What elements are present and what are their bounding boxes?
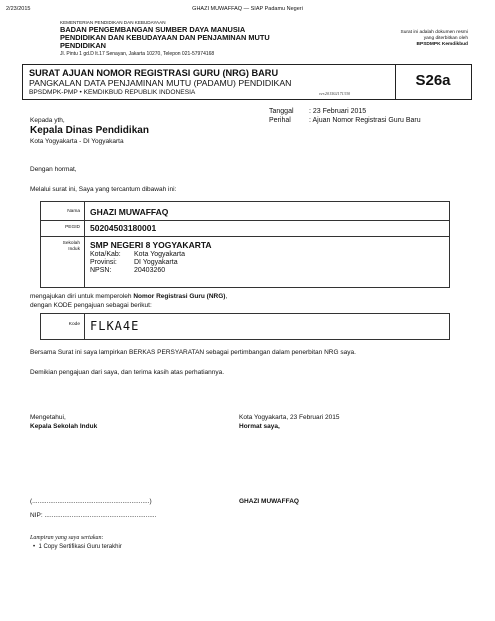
bullet-icon: • bbox=[33, 544, 39, 550]
sign-right-heading: Hormat saya, bbox=[239, 423, 280, 430]
attachment-item bbox=[33, 544, 122, 550]
document-subtitle: PANGKALAN DATA PENJAMINAN MUTU (PADAMU) PENDIDIKAN bbox=[29, 78, 292, 88]
identity-column-divider bbox=[84, 201, 85, 288]
document-title: SURAT AJUAN NOMOR REGISTRASI GURU (NRG) BARU bbox=[29, 68, 279, 78]
subject-value: : Ajuan Nomor Registrasi Guru Baru bbox=[309, 117, 421, 124]
attachments-heading: Lampiran yang saya sertakan: bbox=[30, 535, 104, 541]
sign-right-name: GHAZI MUWAFFAQ bbox=[239, 498, 299, 505]
note-line-1: Surat ini adalah dokumen resmi bbox=[400, 30, 468, 35]
agency-line-1: BADAN PENGEMBANGAN SUMBER DAYA MANUSIA bbox=[60, 25, 246, 34]
pegid-label: PEGID bbox=[65, 225, 80, 230]
kode-column-divider bbox=[84, 313, 85, 340]
document-title-box bbox=[22, 64, 472, 100]
closing-text: Demikian pengajuan dari saya, dan terima kasih atas perhatiannya. bbox=[30, 369, 225, 376]
school-label bbox=[40, 241, 80, 252]
pegid-value: 50204503180001 bbox=[90, 223, 157, 233]
official-document-note bbox=[350, 30, 468, 48]
sign-left-role: Kepala Sekolah Induk bbox=[30, 423, 98, 430]
identity-row-divider bbox=[40, 236, 450, 237]
identity-row-divider bbox=[40, 220, 450, 221]
kode-intro: dengan KODE pengajuan sebagai berikut: bbox=[30, 302, 152, 309]
name-label: Nama bbox=[67, 209, 80, 214]
date-value: : 23 Februari 2015 bbox=[309, 108, 367, 115]
purpose-bold: Nomor Registrasi Guru (NRG) bbox=[133, 293, 226, 300]
date-row bbox=[269, 108, 366, 115]
attachments-note: Bersama Surat ini saya lampirkan BERKAS PERSYARATAN sebagai pertimbangan dalam penerbitan NRG saya. bbox=[30, 349, 356, 356]
print-title: GHAZI MUWAFFAQ — SIAP Padamu Negeri bbox=[192, 6, 303, 12]
sign-left-heading: Mengetahui, bbox=[30, 414, 66, 421]
purpose-text bbox=[30, 293, 227, 300]
npsn-row bbox=[90, 267, 185, 275]
recipient-location: Kota Yogyakarta - DI Yogyakarta bbox=[30, 138, 124, 145]
recipient-to: Kepada yth, bbox=[30, 117, 65, 124]
agency-line-3: PENDIDIKAN bbox=[60, 41, 106, 50]
sign-left-name-placeholder: (.................................................................) bbox=[30, 498, 152, 505]
kota-row bbox=[90, 251, 185, 259]
subject-label: Perihal bbox=[269, 117, 291, 124]
school-label-line-2: Induk bbox=[68, 246, 80, 252]
npsn-label: NPSN: bbox=[90, 267, 112, 274]
date-label: Tanggal bbox=[269, 108, 294, 115]
agency-name bbox=[60, 26, 270, 50]
document-version: ver.201502171330 bbox=[319, 91, 351, 96]
form-code: S26a bbox=[415, 72, 451, 89]
agency-address: Jl. Pintu 1 gd.D lt.17 Senayan, Jakarta 10270, Telepon 021-57974168 bbox=[60, 51, 215, 57]
note-line-3: BPSDMPK Kemdikbud bbox=[416, 42, 468, 47]
purpose-prefix: mengajukan diri untuk memperoleh bbox=[30, 293, 134, 300]
school-details bbox=[90, 251, 185, 275]
recipient-name: Kepala Dinas Pendidikan bbox=[30, 125, 149, 136]
agency-line-2: PENDIDIKAN DAN KEBUDAYAAN DAN PENJAMINAN MUTU bbox=[60, 33, 270, 42]
intro-text: Melalui surat ini, Saya yang tercantum dibawah ini: bbox=[30, 186, 177, 193]
greeting: Dengan hormat, bbox=[30, 166, 77, 173]
attachment-item-label: 1 Copy Sertifikasi Guru terakhir bbox=[38, 544, 122, 550]
purpose-suffix: , bbox=[225, 293, 228, 300]
document-org: BPSDMPK-PMP • KEMDIKBUD REPUBLIK INDONESIA bbox=[29, 89, 196, 96]
kode-value: FLKA4E bbox=[90, 319, 140, 333]
school-name: SMP NEGERI 8 YOGYAKARTA bbox=[90, 240, 212, 250]
sign-left-nip: NIP: .............................................................. bbox=[30, 512, 157, 519]
print-date: 2/23/2015 bbox=[6, 6, 31, 12]
subject-row bbox=[269, 117, 421, 124]
kota-value: Kota Yogyakarta bbox=[134, 251, 185, 258]
prov-value: DI Yogyakarta bbox=[134, 259, 178, 266]
npsn-value: 20403260 bbox=[134, 267, 166, 274]
school-label-line-1: Sekolah bbox=[62, 241, 80, 246]
sign-right-place-date: Kota Yogyakarta, 23 Februari 2015 bbox=[239, 414, 340, 421]
ministry-name: KEMENTERIAN PENDIDIKAN DAN KEBUDAYAAN bbox=[60, 20, 166, 25]
note-line-2: yang diterbitkan oleh bbox=[423, 36, 468, 41]
kode-label: Kode bbox=[68, 322, 80, 327]
prov-label: Provinsi: bbox=[90, 259, 117, 266]
prov-row bbox=[90, 259, 185, 267]
name-value: GHAZI MUWAFFAQ bbox=[90, 207, 169, 217]
kota-label: Kota/Kab: bbox=[90, 251, 121, 258]
